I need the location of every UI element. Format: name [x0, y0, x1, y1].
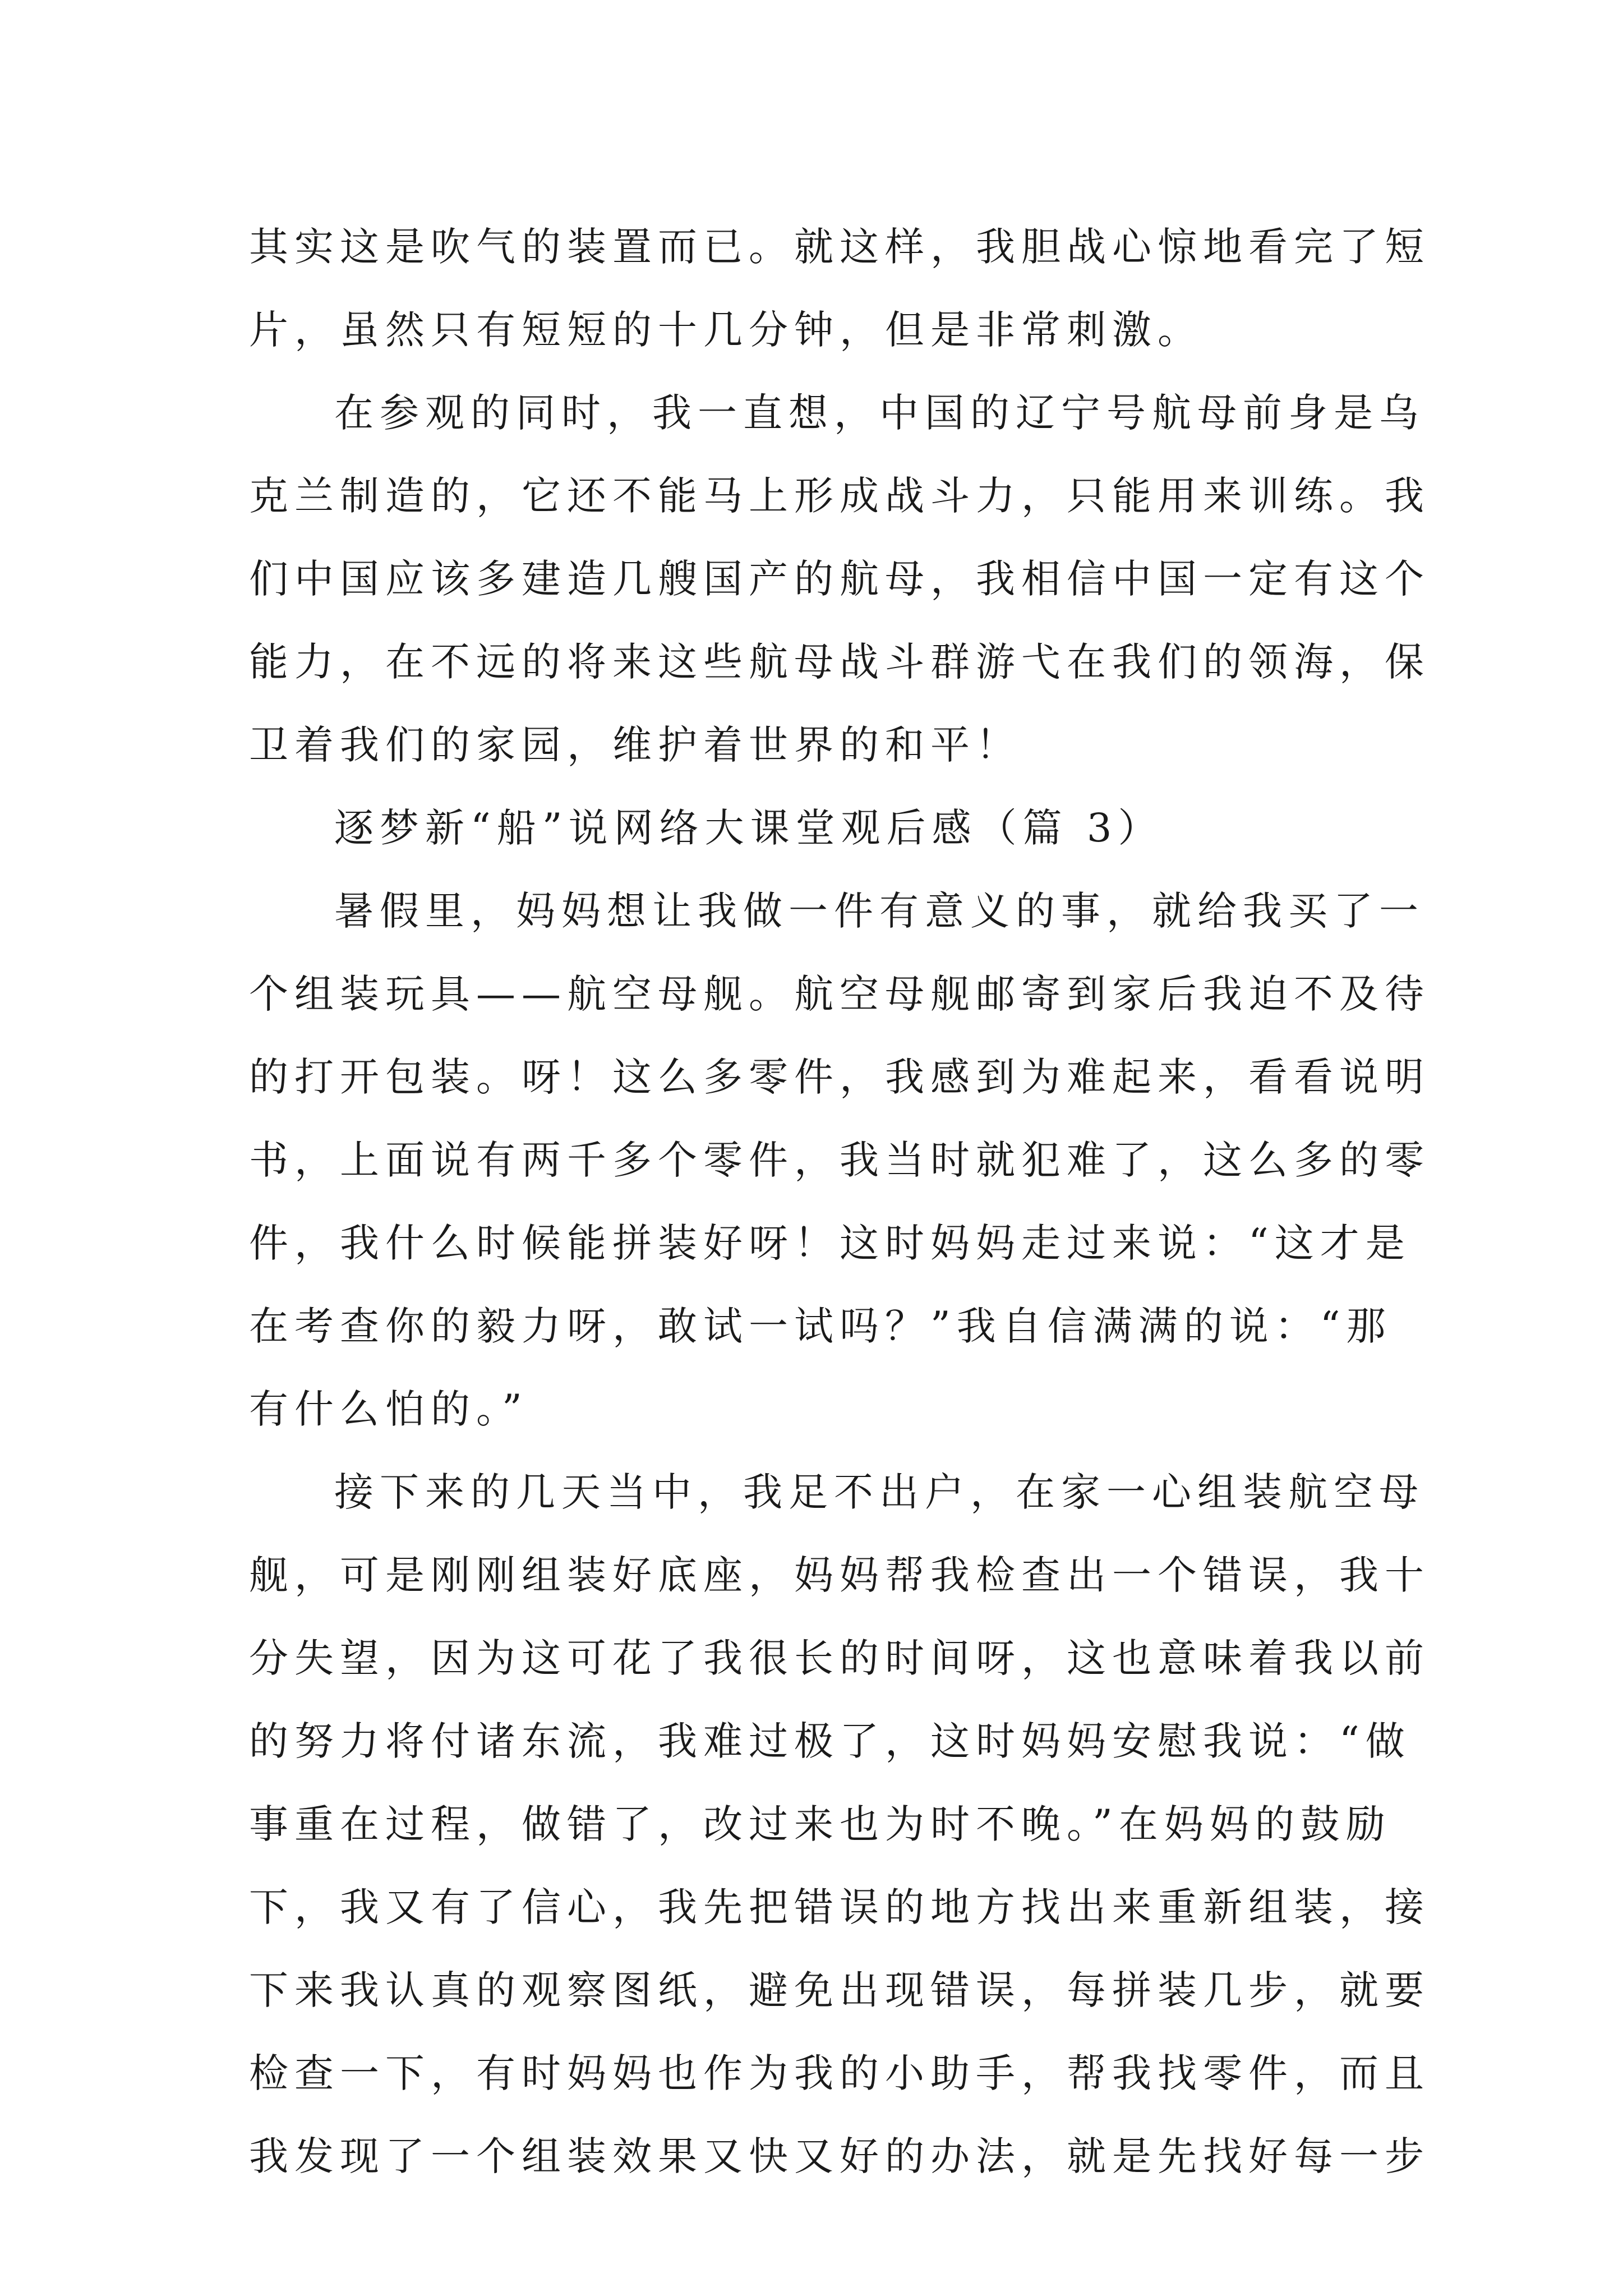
text-line: 下来我认真的观察图纸，避免出现错误，每拼装几步，就要 — [249, 1967, 1430, 2013]
text-line: 我发现了一个组装效果又快又好的办法，就是先找好每一步 — [249, 2133, 1430, 2179]
text-line: 卫着我们的家园，维护着世界的和平！ — [249, 722, 1021, 768]
document-body — [249, 205, 1430, 2198]
text-line: 的打开包装。呀！这么多零件，我感到为难起来，看看说明 — [249, 1054, 1430, 1100]
paragraph-first-line: 暑假里，妈妈想让我做一件有意义的事，就给我买了一 — [334, 888, 1424, 934]
text-line: 能力，在不远的将来这些航母战斗群游弋在我们的领海，保 — [249, 639, 1430, 685]
text-line: 们中国应该多建造几艘国产的航母，我相信中国一定有这个 — [249, 556, 1430, 602]
text-line: 个组装玩具——航空母舰。航空母舰邮寄到家后我迫不及待 — [249, 971, 1430, 1017]
text-line: 下，我又有了信心，我先把错误的地方找出来重新组装，接 — [249, 1884, 1430, 1930]
paragraph-first-line: 接下来的几天当中，我足不出户，在家一心组装航空母 — [334, 1469, 1424, 1515]
text-line: 克兰制造的，它还不能马上形成战斗力，只能用来训练。我 — [249, 473, 1430, 519]
text-line: 件，我什么时候能拼装好呀！这时妈妈走过来说：“这才是 — [249, 1220, 1411, 1266]
text-line: 书，上面说有两千多个零件，我当时就犯难了，这么多的零 — [249, 1137, 1430, 1183]
text-line: 在考查你的毅力呀，敢试一试吗？”我自信满满的说：“那 — [249, 1303, 1392, 1349]
text-line: 事重在过程，做错了，改过来也为时不晚。”在妈妈的鼓励 — [249, 1801, 1391, 1847]
text-line: 有什么怕的。” — [249, 1386, 528, 1432]
text-line: 检查一下，有时妈妈也作为我的小助手，帮我找零件，而且 — [249, 2050, 1430, 2096]
section-heading: 逐梦新“船”说网络大课堂观后感（篇 3） — [334, 805, 1164, 851]
paragraph-first-line: 在参观的同时，我一直想，中国的辽宁号航母前身是乌 — [334, 390, 1424, 436]
text-line: 片，虽然只有短短的十几分钟，但是非常刺激。 — [249, 307, 1203, 353]
text-line: 其实这是吹气的装置而已。就这样，我胆战心惊地看完了短 — [249, 224, 1430, 270]
text-line: 的努力将付诸东流，我难过极了，这时妈妈安慰我说：“做 — [249, 1718, 1411, 1764]
text-line: 舰，可是刚刚组装好底座，妈妈帮我检查出一个错误，我十 — [249, 1552, 1430, 1598]
text-line: 分失望，因为这可花了我很长的时间呀，这也意味着我以前 — [249, 1635, 1430, 1681]
